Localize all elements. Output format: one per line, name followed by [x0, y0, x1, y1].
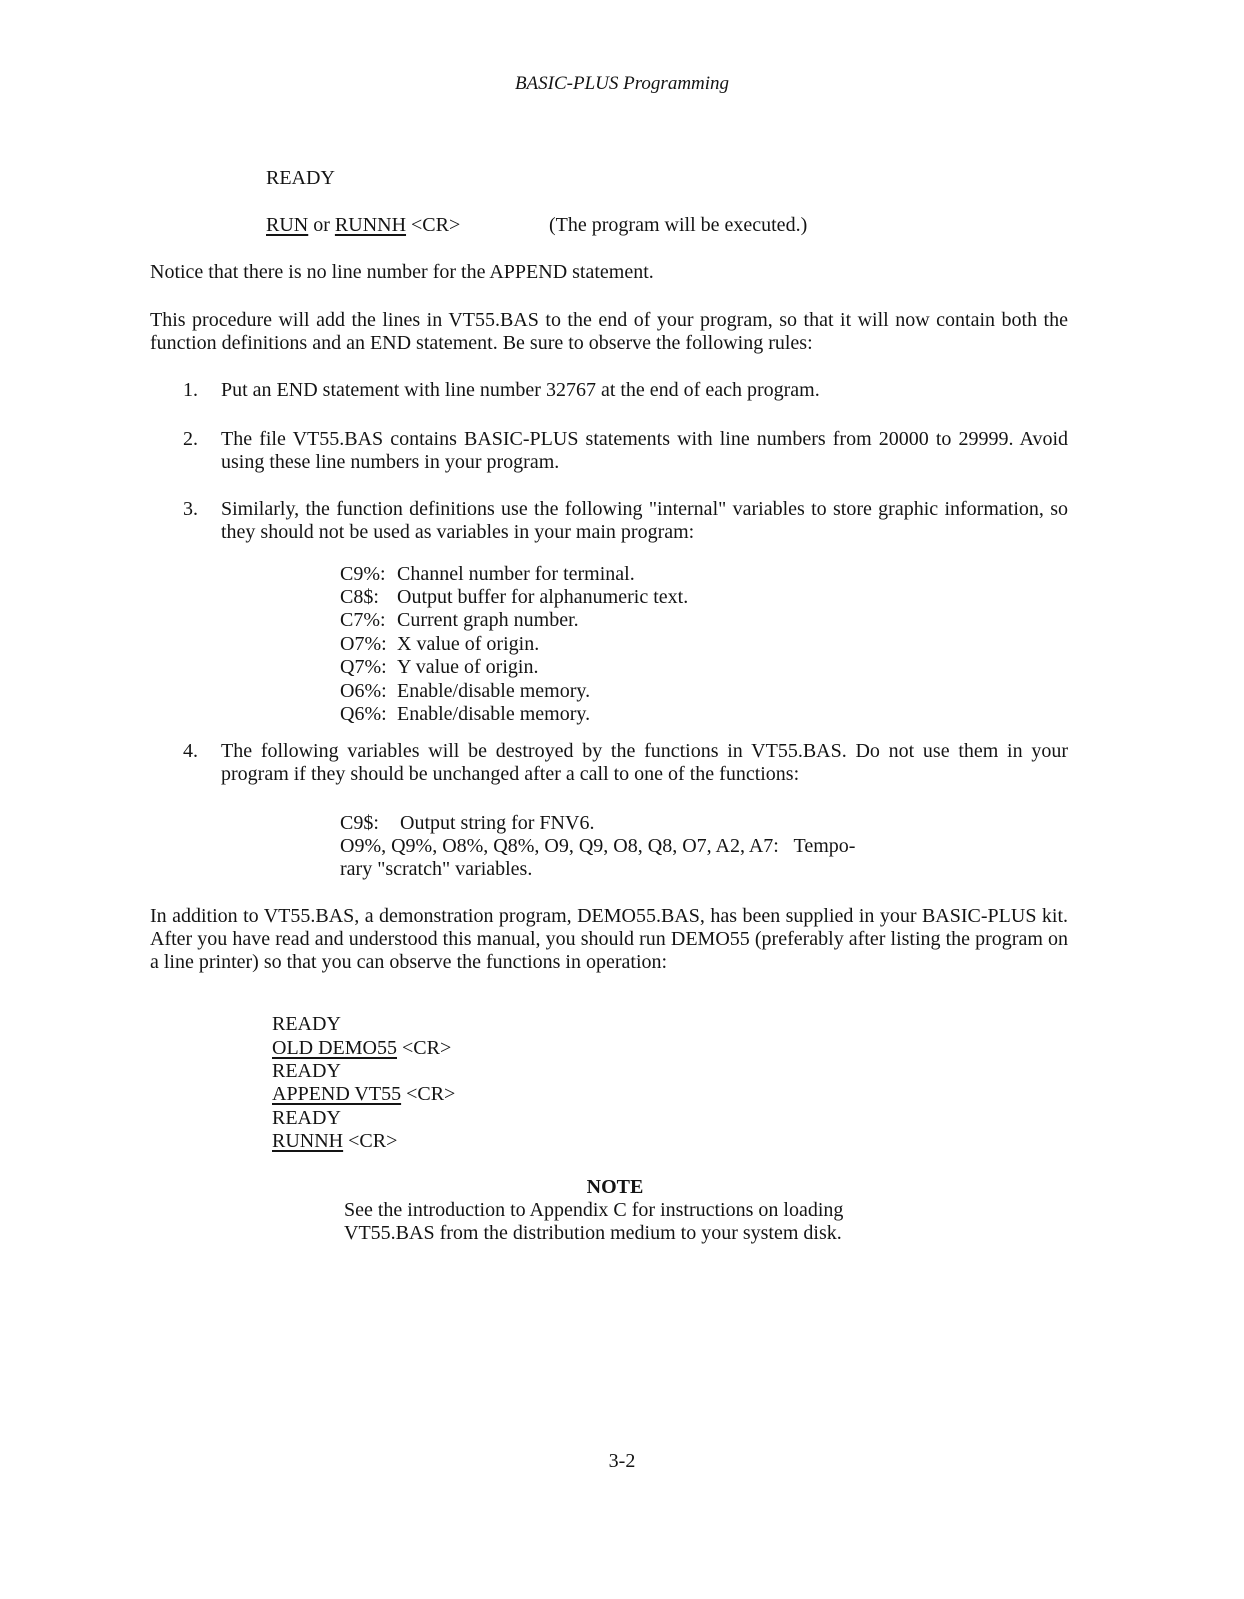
variable-entry — [340, 563, 635, 586]
variable-code: C9%: — [340, 563, 386, 585]
variable-description: X value of origin. — [397, 633, 540, 655]
rule-2-text: The file VT55.BAS contains BASIC-PLUS statements with line numbers from 20000 to 29999. Avoid using these line numbers in your program. — [221, 428, 1068, 473]
variable-description: Y value of origin. — [397, 656, 539, 678]
demo-command-suffix: <CR> — [401, 1083, 456, 1105]
paragraph-procedure: This procedure will add the lines in VT55.BAS to the end of your program, so that it will now contain both the function definitions and an END statement. Be sure to observe the following rules: — [150, 309, 1068, 354]
page-number: 3-2 — [608, 1450, 636, 1472]
note-title: NOTE — [586, 1176, 644, 1198]
demo-command-line — [272, 1130, 397, 1153]
demo-command-suffix: <CR> — [397, 1037, 452, 1059]
variable-entry — [340, 586, 688, 609]
runnh-command: RUNNH — [334, 214, 407, 236]
rule-4-text: The following variables will be destroyed by the functions in VT55.BAS. Do not use them in your program if they should be unchanged after a call to one of the functions: — [221, 740, 1068, 785]
variable-entry — [340, 633, 539, 656]
demo-command-text: APPEND VT55 — [272, 1083, 402, 1105]
note-line-1: See the introduction to Appendix C for instructions on loading — [344, 1199, 844, 1221]
variable-description: Channel number for terminal. — [397, 563, 635, 585]
demo-command-line — [272, 1013, 341, 1036]
scratch-variables-line-continued: rary "scratch" variables. — [340, 858, 533, 880]
variable-code: Q7%: — [340, 656, 387, 678]
demo-command-line — [272, 1060, 341, 1083]
rule-2-number: 2. — [183, 428, 198, 450]
run-command: RUN — [266, 214, 309, 236]
run-comment: (The program will be executed.) — [549, 214, 808, 236]
rule-1-text: Put an END statement with line number 32767 at the end of each program. — [221, 379, 820, 401]
cr-key: <CR> — [406, 214, 461, 236]
destroyed-variable-description: Output string for FNV6. — [400, 812, 595, 834]
running-header: BASIC-PLUS Programming — [514, 73, 730, 94]
demo-command-line — [272, 1037, 451, 1060]
variable-code: C7%: — [340, 609, 386, 631]
variable-code: O7%: — [340, 633, 387, 655]
variable-code: O6%: — [340, 680, 387, 702]
demo-command-text: OLD DEMO55 — [272, 1037, 397, 1059]
ready-prompt: READY — [266, 167, 335, 189]
or-word: or — [308, 214, 335, 236]
note-line-2: VT55.BAS from the distribution medium to your system disk. — [344, 1222, 842, 1244]
destroyed-variable-code: C9$: — [340, 812, 379, 834]
variable-description: Output buffer for alphanumeric text. — [397, 586, 689, 608]
rule-1-number: 1. — [183, 379, 198, 401]
rule-3-text: Similarly, the function definitions use the following "internal" variables to store graphic information, so they should not be used as variables in your main program: — [221, 498, 1068, 543]
demo-command-text: READY — [272, 1107, 341, 1129]
variable-code: Q6%: — [340, 703, 387, 725]
variable-description: Current graph number. — [397, 609, 579, 631]
destroyed-variable-entry — [340, 812, 594, 835]
demo-command-text: READY — [272, 1060, 341, 1082]
paragraph-demo: In addition to VT55.BAS, a demonstration program, DEMO55.BAS, has been supplied in your BASIC-PLUS kit. After you have read and understood this manual, you should run DEMO55 (preferably after listing the program on a line printer) so that you can observe the functions in operation: — [150, 905, 1068, 973]
paragraph-append-note: Notice that there is no line number for the APPEND statement. — [150, 261, 654, 283]
variable-description: Enable/disable memory. — [397, 703, 591, 725]
variable-entry — [340, 680, 590, 703]
scratch-variables-line: O9%, Q9%, O8%, Q8%, O9, Q9, O8, Q8, O7, A2, A7: Tempo- — [340, 835, 856, 857]
variable-entry — [340, 609, 579, 632]
variable-code: C8$: — [340, 586, 379, 608]
demo-command-line — [272, 1083, 455, 1106]
variable-entry — [340, 656, 538, 679]
variable-entry — [340, 703, 590, 726]
variable-description: Enable/disable memory. — [397, 680, 591, 702]
demo-command-suffix: <CR> — [343, 1130, 398, 1152]
demo-command-text: READY — [272, 1013, 341, 1035]
demo-command-line — [272, 1107, 341, 1130]
rule-4-number: 4. — [183, 740, 198, 762]
rule-3-number: 3. — [183, 498, 198, 520]
run-command-line — [266, 214, 460, 237]
demo-command-text: RUNNH — [272, 1130, 344, 1152]
